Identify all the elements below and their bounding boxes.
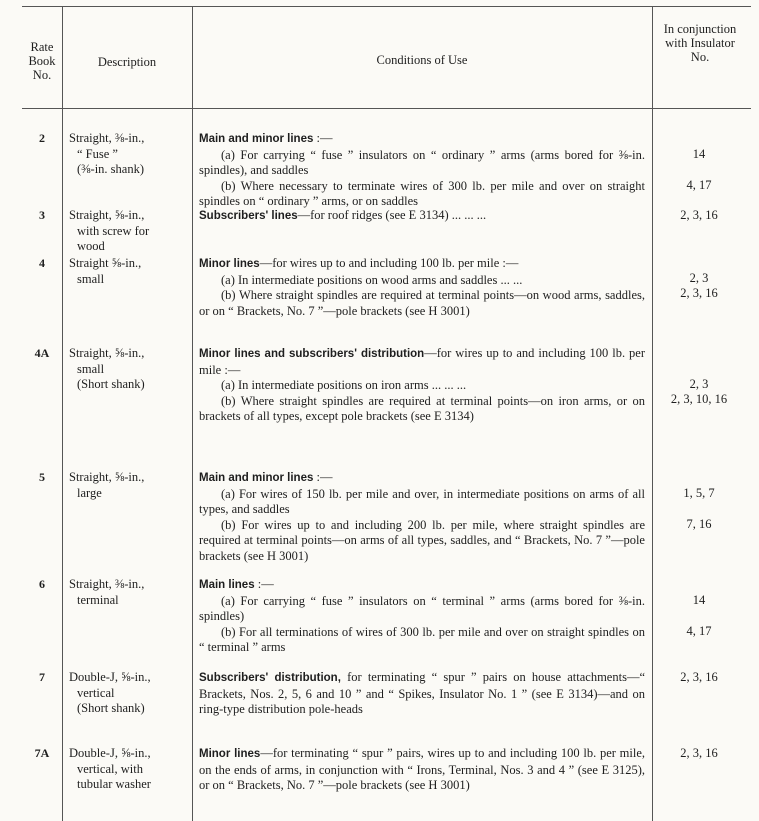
conditions xyxy=(199,346,645,425)
condition-item: (b) Where straight spindles are required at terminal points—on iron arms, or on brackets of all types, except pole brackets (see E 3134) xyxy=(199,393,645,423)
rate-book-no: 6 xyxy=(39,577,45,591)
condition-item: (b) Where necessary to terminate wires of 300 lb. per mile and over on straight spindles on “ ordinary ” arms, or on saddles xyxy=(199,178,645,208)
rate-book-no: 4A xyxy=(34,346,50,360)
rate-book-no: 2 xyxy=(39,131,45,145)
conditions xyxy=(199,131,645,210)
insulator-value: 4, 17 xyxy=(686,178,712,192)
description-line: (⅜-in. shank) xyxy=(77,162,144,176)
rate-book-no: 7A xyxy=(34,746,50,760)
header-rate-book-no: Rate Book No. xyxy=(28,40,56,82)
condition-heading: Main lines xyxy=(199,579,255,591)
rate-book-no: 4 xyxy=(39,256,45,270)
description-line: large xyxy=(77,485,102,500)
conditions xyxy=(199,256,645,319)
description-line: with screw for xyxy=(77,223,150,238)
insulator-value: 2, 3 xyxy=(689,271,709,285)
description-line: (Short shank) xyxy=(77,701,145,715)
conditions xyxy=(199,470,645,564)
condition-item: (a) In intermediate positions on iron arms ... ... ... xyxy=(221,378,467,392)
description-line: Straight, ⅜-in., xyxy=(69,131,145,145)
description xyxy=(69,577,189,608)
description xyxy=(69,670,189,717)
description-line: tubular washer xyxy=(77,777,151,791)
description-line: Straight, ⅝-in., xyxy=(69,346,145,360)
description-line: “ Fuse ” xyxy=(77,146,118,161)
description xyxy=(69,746,189,793)
rate-book-no: 7 xyxy=(39,670,45,684)
description xyxy=(69,131,189,178)
condition-item: (b) For wires up to and including 200 lb. per mile, where straight spindles are required at terminal points—on arms of all types, saddles, and “ Brackets, No. 7 ”—pole brackets (see H 3001) xyxy=(199,517,645,563)
condition-item: (b) Where straight spindles are required at terminal points—on wood arms, saddles, or on “ Brackets, No. 7 ”—pole brackets (see H 3001) xyxy=(199,288,645,318)
condition-heading: Subscribers' lines xyxy=(199,210,298,222)
description-line: Straight, ⅝-in., xyxy=(69,470,145,484)
header-description: Description xyxy=(97,55,157,69)
description-line: small xyxy=(77,361,105,376)
condition-lead-text: for terminating “ spur ” pairs on house attachments—“ Brackets, Nos. 2, 5, 6 and 10 ” and “ Spikes, Insulator No. 1 ” (see E 3134)—and on ring-type distribution pole-heads xyxy=(199,670,645,716)
insulator-value: 2, 3, 10, 16 xyxy=(670,392,728,406)
conditions xyxy=(199,670,645,718)
description xyxy=(69,470,189,501)
condition-item: (a) For carrying “ fuse ” insulators on “ terminal ” arms (arms bored for ⅜-in. spindles) xyxy=(199,593,645,623)
description xyxy=(69,208,189,255)
condition-lead-text: :— xyxy=(313,470,333,484)
description xyxy=(69,256,189,287)
condition-lead-text: —for wires up to and including 100 lb. per mile :— xyxy=(259,256,519,270)
description-line: Double-J, ⅝-in., xyxy=(69,746,151,760)
conditions xyxy=(199,577,645,656)
header-insulator-no: In conjunction with Insulator No. xyxy=(663,22,737,64)
insulator-value: 2, 3, 16 xyxy=(680,746,718,760)
insulator-value: 2, 3 xyxy=(689,377,709,391)
table-top-rule xyxy=(22,6,751,7)
description-line: (Short shank) xyxy=(77,377,145,391)
header-conditions-of-use: Conditions of Use xyxy=(376,53,468,67)
condition-lead-text: :— xyxy=(254,577,274,591)
rate-book-no: 3 xyxy=(39,208,45,222)
column-rule-2 xyxy=(192,6,193,821)
description-line: Straight, ⅜-in., xyxy=(69,577,145,591)
insulator-value: 4, 17 xyxy=(686,624,712,638)
condition-lead-text: —for wires up to and including 100 lb. per mile :— xyxy=(199,346,645,377)
condition-item: (a) For wires of 150 lb. per mile and over, in intermediate positions on arms of all types, and saddles xyxy=(199,486,645,516)
description-line: Straight, ⅝-in., xyxy=(69,208,145,222)
header-bottom-rule xyxy=(22,108,751,109)
insulator-value: 1, 5, 7 xyxy=(683,486,715,500)
condition-item: (a) In intermediate positions on wood arms and saddles ... ... xyxy=(221,272,523,287)
description-line: Straight ⅝-in., xyxy=(69,256,142,270)
condition-lead-text: —for terminating “ spur ” pairs, wires up to and including 100 lb. per mile, on the ends of arms, in conjunction with “ Irons, Terminal, Nos. 3 and 4 ” (see E 3125), or on “ Brackets, No. 7 ”—pole brackets (see H 3001) xyxy=(199,746,645,792)
insulator-value: 2, 3, 16 xyxy=(680,208,718,222)
description-line: vertical, with xyxy=(77,761,143,776)
description-line: Double-J, ⅝-in., xyxy=(69,670,151,684)
insulator-value: 14 xyxy=(692,147,706,161)
conditions xyxy=(199,746,645,794)
condition-item: (b) For all terminations of wires of 300 lb. per mile and over on straight spindles on “ terminal ” arms xyxy=(199,624,645,654)
conditions xyxy=(199,208,645,225)
column-rule-1 xyxy=(62,6,63,821)
insulator-value: 2, 3, 16 xyxy=(680,670,718,684)
condition-heading: Minor lines xyxy=(199,258,260,270)
column-rule-3 xyxy=(652,6,653,821)
condition-item: (a) For carrying “ fuse ” insulators on “ ordinary ” arms (arms bored for ⅜-in. spindles), and saddles xyxy=(199,147,645,177)
description xyxy=(69,346,189,393)
description-line: small xyxy=(77,271,105,286)
condition-heading: Subscribers' distribution, xyxy=(199,672,341,684)
insulator-value: 14 xyxy=(692,593,706,607)
condition-lead-text: :— xyxy=(313,131,333,145)
condition-heading: Minor lines and subscribers' distribution xyxy=(199,348,425,360)
insulator-value: 7, 16 xyxy=(686,517,712,531)
condition-lead-text: —for roof ridges (see E 3134) ... ... ... xyxy=(297,208,487,222)
condition-heading: Minor lines xyxy=(199,748,261,760)
condition-heading: Main and minor lines xyxy=(199,472,314,484)
description-line: vertical xyxy=(77,685,115,700)
condition-heading: Main and minor lines xyxy=(199,133,314,145)
description-line: terminal xyxy=(77,592,119,607)
rate-book-no: 5 xyxy=(39,470,45,484)
insulator-value: 2, 3, 16 xyxy=(680,286,718,300)
description-line: wood xyxy=(77,239,105,253)
